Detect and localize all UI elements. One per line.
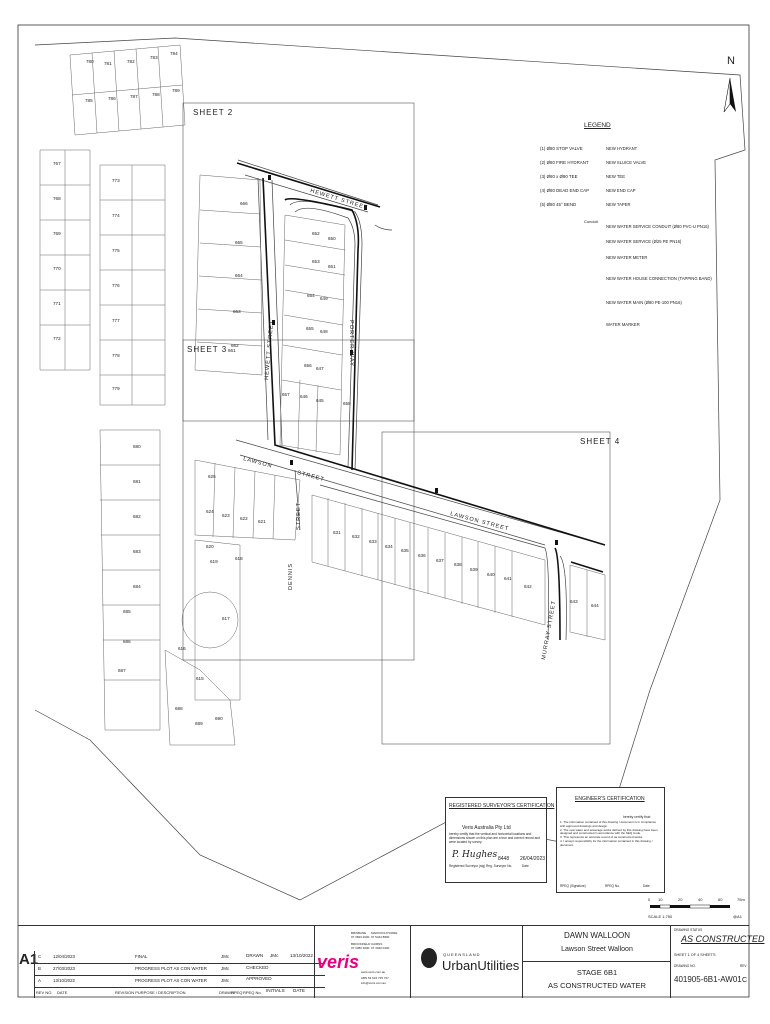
lot-number: 645	[316, 398, 324, 403]
surveyor-date: 26/04/2023	[520, 856, 546, 862]
lot-number: 785	[85, 98, 93, 103]
lot-number: 779	[112, 386, 120, 391]
scale-ratio: SCALE 1:750	[648, 914, 673, 919]
revision-cell: 13/10/2022	[53, 978, 75, 983]
lot-number: 654	[307, 293, 315, 298]
veris-logo: veris	[317, 952, 360, 972]
surveyor-company: Veris Australia Pty Ltd	[462, 825, 511, 831]
date-label: DATE	[293, 988, 305, 993]
project-block	[522, 926, 671, 998]
lot-number: 624	[206, 509, 214, 514]
legend-right-item: NEW WATER SERVICE CONDUIT (Ø80 PVC-U PN16)	[606, 224, 709, 229]
lot-number: 768	[53, 196, 61, 201]
engineer-title: ENGINEER'S CERTIFICATION	[575, 796, 645, 802]
legend-right-item: NEW HYDRANT	[606, 146, 638, 151]
lot-number: 631	[333, 530, 341, 535]
lot-number: 641	[504, 576, 512, 581]
drawing-no-label: DRAWING NO.	[674, 964, 696, 968]
lot-number: 640	[487, 572, 495, 577]
engineer-points	[560, 821, 662, 848]
lot-number: 618	[235, 556, 243, 561]
engineer-intro: hereby certify that:	[623, 815, 651, 819]
legend-title: LEGEND	[584, 122, 611, 129]
street-label-lawson-right: LAWSON STREET	[449, 511, 510, 533]
lot-number: 616	[178, 646, 186, 651]
surveyor-cert-text: hereby certify that the vertical and horizontal locations and dimensions shown on this plan are a true and correct record and were located by survey.	[449, 832, 540, 844]
revision-cell: JMc	[221, 966, 230, 971]
revision-cell: FINAL	[135, 954, 148, 959]
lot-number: 665	[235, 240, 243, 245]
lot-number: 780	[86, 59, 94, 64]
street-label-murray: MURRAY STREET	[541, 599, 558, 661]
legend-left-item: (3) Ø80 x Ø80 TEE	[540, 174, 578, 179]
lot-number: 646	[300, 394, 308, 399]
lot-number: 787	[130, 94, 138, 99]
scale-tick: 10	[658, 897, 663, 902]
lot-number: 685	[123, 609, 131, 614]
engineer-rpeq-label: RPEQ (Signature)	[560, 884, 586, 888]
scale-tick: 75m	[737, 897, 745, 902]
company-email: info@veris.com.au	[361, 981, 386, 985]
drawn-date: 13/10/2022	[290, 953, 313, 958]
lot-number: 652	[312, 231, 320, 236]
status-label: DRAWING STATUS	[674, 928, 703, 932]
revision-cell: PROGRESS PLOT AS CON WATER	[135, 966, 207, 971]
lot-number: 662	[231, 343, 239, 348]
lot-number: 620	[206, 544, 214, 549]
lot-number: 621	[258, 519, 266, 524]
engineer-point: 2. The new water and sewerage works defined by this drawing have been designed and constructed in accordance with the SEQ Code.	[560, 827, 658, 836]
legend-right-item: NEW TEE	[606, 174, 626, 179]
street-label-lawson-left-2: STREET	[296, 470, 326, 484]
lot-number: 770	[53, 266, 61, 271]
status-value: AS CONSTRUCTED	[681, 934, 765, 944]
office-entry: MAROOCHYDORE 07 5444 8800	[371, 931, 398, 939]
veris-block	[314, 926, 411, 998]
surveyor-signature: P. Hughes	[452, 850, 498, 860]
lot-number: 636	[418, 553, 426, 558]
lot-number: 644	[591, 603, 599, 608]
revision-cell: 27/03/2023	[53, 966, 75, 971]
lot-number: 688	[175, 706, 183, 711]
lot-number: 778	[112, 353, 120, 358]
lot-number: 623	[222, 513, 230, 518]
legend-right-item: NEW WATER SERVICE (Ø25 PE PN16)	[606, 239, 682, 244]
project-description: AS CONSTRUCTED WATER	[548, 981, 646, 990]
legend-left-item: (5) Ø80 45° BEND	[540, 202, 577, 207]
lot-number: 681	[133, 479, 141, 484]
lot-number: 684	[133, 584, 141, 589]
legend-right-item: NEW WATER METER	[606, 255, 648, 260]
lot-number: 771	[53, 301, 61, 306]
approved-label: APPROVED	[246, 976, 272, 981]
scale-sheet-size: @A1	[733, 914, 742, 919]
project-title: DAWN WALLOON	[563, 931, 631, 940]
lot-number: 617	[222, 616, 230, 621]
engineer-point: 1. The information contained of this drawing / document is in compliance with approved drawings and design.	[560, 820, 656, 828]
valve-marker	[435, 488, 438, 493]
scale-tick: 40	[698, 897, 703, 902]
legend-conduit-label: Conduit	[584, 219, 598, 224]
initials-label: INITIALS	[266, 988, 285, 993]
scale-tick: 60	[718, 897, 723, 902]
scale-tick: 20	[678, 897, 683, 902]
legend-right-item: NEW WATER HOUSE CONNECTION (TAPPING BAND)	[606, 276, 712, 281]
legend-right-item: WATER MARKER	[606, 322, 640, 327]
lot-number: 774	[112, 213, 120, 218]
lot-number: 622	[240, 516, 248, 521]
lot-number: 650	[328, 236, 336, 241]
lot-number: 651	[328, 264, 336, 269]
office-entry: CAIRNS 07 4040 0400	[371, 942, 390, 950]
sheet-of: SHEET 1 OF 4 SHEETS	[674, 953, 716, 957]
scale-bar	[650, 905, 730, 908]
uu-logo-icon	[421, 948, 437, 968]
lot-number: 666	[240, 201, 248, 206]
legend	[540, 120, 720, 335]
lot-number: 661	[228, 348, 236, 353]
scale-tick: 0	[648, 897, 651, 902]
status-block	[670, 926, 765, 998]
street-label-dennis: DENNIS	[288, 562, 294, 590]
street-label-dennis-2: STREET	[296, 501, 302, 530]
street-label-lawson-left: LAWSON	[242, 456, 274, 470]
revision-cell: JMc	[221, 978, 230, 983]
lot-number: 656	[304, 363, 312, 368]
revision-cell: A	[38, 978, 41, 983]
revision-header-cell: REV NO.	[36, 990, 53, 995]
lot-number: 649	[320, 296, 328, 301]
surveyor-sig-label: Registered Surveyor (sig)	[449, 864, 486, 868]
lot-number: 633	[369, 539, 377, 544]
lot-number: 690	[215, 716, 223, 721]
revision-header-cell: DATE	[57, 990, 68, 995]
valve-marker	[555, 540, 558, 545]
engineer-date-label: Date	[643, 884, 650, 888]
legend-right-item: NEW TAPER	[606, 202, 631, 207]
revision-header-cell: RPEQ	[231, 990, 243, 995]
legend-left-item: (2) Ø80 FIRE HYDRANT	[540, 160, 589, 165]
revision-cell: 12/04/2023	[53, 954, 75, 959]
engineer-point: 4. I accept responsibility for the information contained in this drawing / document.	[560, 838, 653, 847]
drawn-label: DRAWN	[246, 953, 264, 958]
lot-number: 663	[233, 309, 241, 314]
revision-cell: C	[38, 954, 42, 959]
plan-labels	[53, 51, 620, 726]
surveyor-title: REGISTERED SURVEYOR'S CERTIFICATION	[449, 803, 555, 809]
lot-number: 658	[343, 401, 351, 406]
lot-number: 615	[196, 676, 204, 681]
lot-number: 784	[170, 51, 178, 56]
north-label: N	[727, 55, 735, 67]
lot-number: 664	[235, 273, 243, 278]
lot-number: 638	[454, 562, 462, 567]
lot-number: 776	[112, 283, 120, 288]
lot-number: 632	[352, 534, 360, 539]
lot-number: 639	[470, 567, 478, 572]
lot-number: 647	[316, 366, 324, 371]
sheet-4-outline	[382, 432, 610, 744]
lot-number: 788	[152, 92, 160, 97]
lot-number: 786	[108, 96, 116, 101]
surveyor-date-label: Date	[522, 864, 529, 868]
lot-number: 772	[53, 336, 61, 341]
lot-number: 686	[123, 639, 131, 644]
project-stage: STAGE 6B1	[576, 968, 618, 977]
engineer-point: 3. This represents an accurate record of as constructed works.	[560, 835, 643, 840]
street-label-porter: PORTER WAY	[348, 320, 354, 367]
legend-left-item: (1) Ø80 STOP VALVE	[540, 146, 583, 151]
lot-number: 775	[112, 248, 120, 253]
revision-header-cell: REVISION PURPOSE / DESCRIPTION	[115, 990, 186, 995]
checked-label: CHECKED	[246, 965, 269, 970]
lot-number: 781	[104, 61, 112, 66]
lot-number: 689	[195, 721, 203, 726]
urban-utilities-block	[410, 926, 523, 998]
company-web: www.veris.com.au	[361, 970, 386, 974]
lot-number: 687	[118, 668, 126, 673]
revision-cell: JMc	[221, 954, 230, 959]
office-entry: BRISBANE 07 3843 2000	[351, 931, 370, 939]
title-block	[18, 925, 765, 998]
sheet-label: SHEET 4	[580, 437, 621, 446]
lot-number: 789	[172, 88, 180, 93]
lot-number: 635	[401, 548, 409, 553]
legend-left-item: (4) Ø80 DEAD END CAP	[540, 188, 590, 193]
company-abn: ABN 53 615 735 727	[361, 976, 389, 980]
valve-marker	[268, 175, 271, 180]
surveyor-reg-no: 8448	[498, 856, 510, 862]
lot-number: 619	[210, 559, 218, 564]
sheet-label: SHEET 2	[193, 108, 234, 117]
street-label-hewett-side: HEWETT STREET	[264, 319, 276, 381]
street-label-hewett: HEWETT STREET	[309, 188, 369, 212]
lot-number: 782	[127, 59, 135, 64]
office-entry: BROOKFIELD 07 3380 3000	[351, 942, 371, 950]
lot-number: 769	[53, 231, 61, 236]
lot-number: 773	[112, 178, 120, 183]
lot-number: 655	[306, 326, 314, 331]
lot-number: 683	[133, 549, 141, 554]
sheet-label: SHEET 3	[187, 345, 228, 354]
lot-number: 653	[312, 259, 320, 264]
rev-label: REV	[740, 964, 747, 968]
project-subtitle: Lawson Street Walloon	[561, 946, 633, 953]
lot-number: 767	[53, 161, 61, 166]
engineer-certification	[556, 787, 665, 893]
revision-header-cell: RPEQ No.	[243, 990, 262, 995]
lot-number: 682	[133, 514, 141, 519]
lot-number: 637	[436, 558, 444, 563]
drawing-number: 401905-6B1-AW01	[674, 975, 742, 984]
sheet-2-outline	[183, 103, 414, 421]
north-arrow	[724, 78, 736, 112]
legend-right-item: NEW WATER MAIN (Ø80 PE-100 PN16)	[606, 300, 682, 305]
drawn-by: JMc	[270, 953, 279, 958]
legend-right-item: NEW SLUICE VALVE	[606, 160, 647, 165]
lot-number: 783	[150, 55, 158, 60]
revision-cell: PROGRESS PLOT AS CON WATER	[135, 978, 207, 983]
uu-logo-line2: UrbanUtilities	[442, 958, 520, 973]
lot-number: 634	[385, 544, 393, 549]
lot-number: 643	[570, 599, 578, 604]
revision-cell: B	[38, 966, 41, 971]
sheet-size-label: A1	[19, 951, 39, 968]
lot-number: 642	[524, 584, 532, 589]
revision-letter: C	[742, 977, 748, 984]
legend-right-item: NEW END CAP	[606, 188, 636, 193]
surveyor-reg-label: Reg. Surveyor No.	[486, 864, 513, 868]
lot-number: 648	[320, 329, 328, 334]
revision-header-cell: DRAWN	[219, 990, 234, 995]
uu-logo-line1: QUEENSLAND	[443, 952, 481, 957]
lot-number: 625	[208, 474, 216, 479]
engineer-rpeq-no-label: RPEQ No.	[605, 884, 620, 888]
valve-marker	[290, 460, 293, 465]
lot-number: 657	[282, 392, 290, 397]
lot-number: 680	[133, 444, 141, 449]
surveyor-certification	[445, 797, 555, 883]
lot-number: 777	[112, 318, 120, 323]
